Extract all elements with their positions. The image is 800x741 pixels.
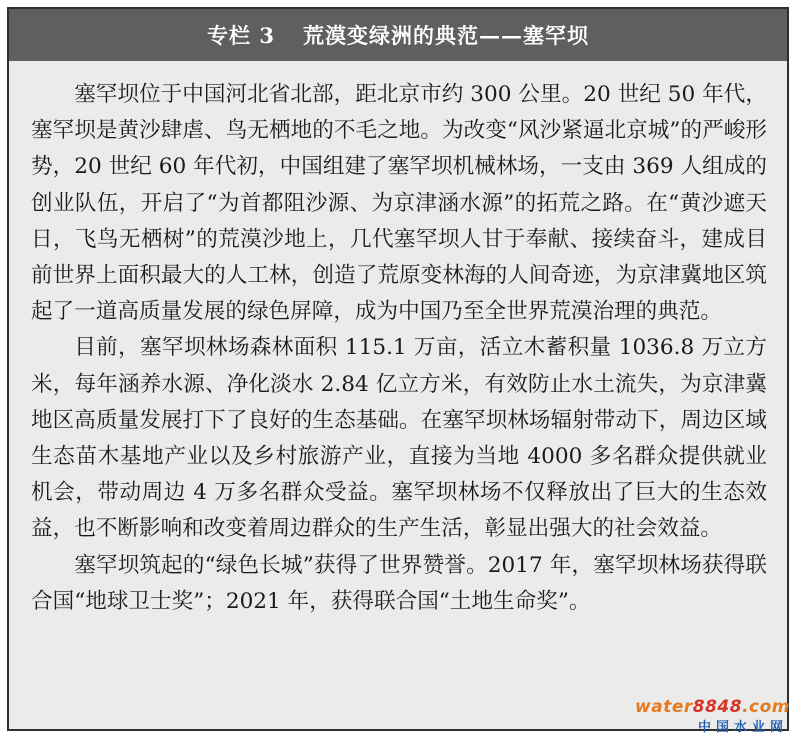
paragraph-1: 塞罕坝位于中国河北省北部，距北京市约 300 公里。20 世纪 50 年代，塞罕坝是黄沙肆虐、鸟无栖地的不毛之地。为改变“风沙紧逼北京城”的严峻形势，20 世纪 60 年代初，中国组建了塞罕坝机械林场，一支由 369 人组成的创业队伍，开启了“为首都阻沙源、为京津涵水源”的拓荒之路。在“黄沙遮天日，飞鸟无栖树”的荒漠沙地上，几代塞罕坝人甘于奉献、接续奋斗，建成目前世界上面积最大的人工林，创造了荒原变林海的人间奇迹，为京津冀地区筑起了一道高质量发展的绿色屏障，成为中国乃至全世界荒漠治理的典范。 bbox=[31, 82, 767, 325]
column-label: 专栏 3 bbox=[207, 23, 275, 48]
watermark-logo bbox=[635, 697, 790, 735]
watermark-brand bbox=[635, 697, 790, 717]
feature-box bbox=[7, 7, 789, 731]
paragraph-2: 目前，塞罕坝林场森林面积 115.1 万亩，活立木蓄积量 1036.8 万立方米，每年涵养水源、净化淡水 2.84 亿立方米，有效防止水土流失，为京津冀地区高质量发展打下了良好的生态基础。在塞罕坝林场辐射带动下，周边区域生态苗木基地产业以及乡村旅游产业，直接为当地 4000 多名群众提供就业机会，带动周边 4 万多名群众受益。塞罕坝林场不仅释放出了巨大的生态效益，也不断影响和改变着周边群众的生产生活，彰显出强大的社会效益。 bbox=[31, 335, 767, 542]
box-title: 荒漠变绿洲的典范——塞罕坝 bbox=[302, 23, 589, 48]
watermark-brand-num: 8848 bbox=[692, 697, 743, 717]
box-title-bar bbox=[9, 9, 787, 61]
watermark-subtitle: 中国水业网 bbox=[697, 720, 788, 735]
paragraph-3: 塞罕坝筑起的“绿色长城”获得了世界赞誉。2017 年，塞罕坝林场获得联合国“地球卫士奖”；2021 年，获得联合国“土地生命奖”。 bbox=[31, 552, 767, 614]
watermark-brand-tld: .com bbox=[742, 697, 790, 717]
watermark-brand-main: water bbox=[635, 697, 693, 717]
box-content bbox=[9, 61, 787, 620]
